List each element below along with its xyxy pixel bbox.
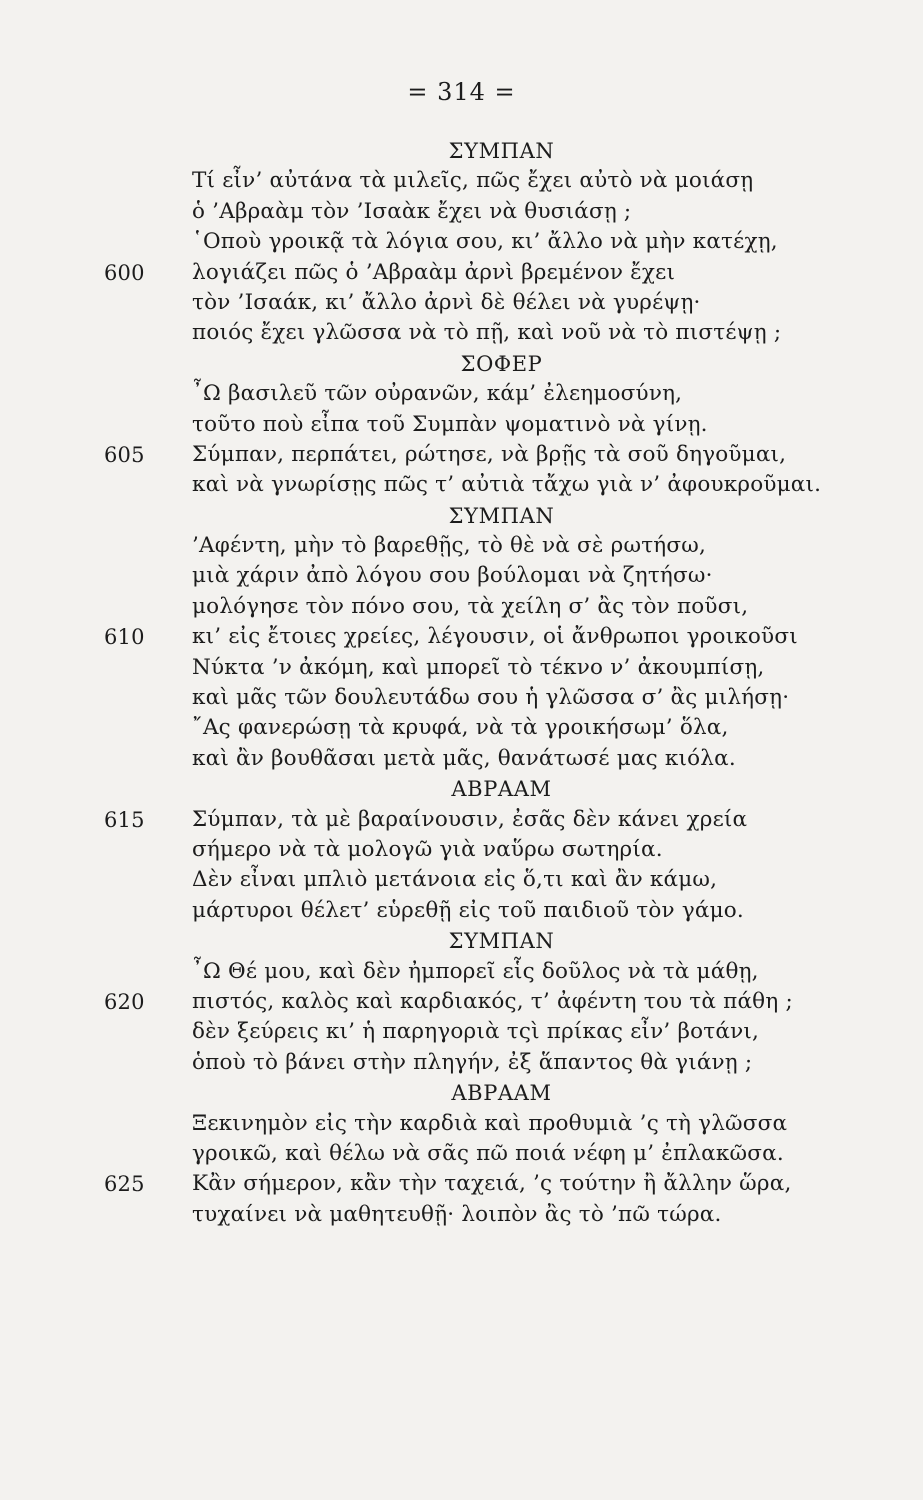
speaker-heading bbox=[0, 349, 923, 379]
verse-line bbox=[0, 166, 923, 196]
verse-line bbox=[0, 805, 923, 835]
line-number: 610 bbox=[104, 625, 145, 650]
verse-line bbox=[0, 835, 923, 865]
verse-text: καὶ νὰ γνωρίσῃς πῶς τ’ αὐτιὰ τἄχω γιὰ ν’ ἀφουκροῦμαι. bbox=[192, 472, 822, 498]
verse-line bbox=[0, 470, 923, 500]
verse-text: Δὲν εἶναι μπλιὸ μετάνοια εἰς ὅ,τι καὶ ἂν κάμω, bbox=[192, 867, 718, 893]
verse-line bbox=[0, 1109, 923, 1139]
verse-line bbox=[0, 653, 923, 683]
line-number: 625 bbox=[104, 1172, 145, 1197]
verse-line bbox=[0, 318, 923, 348]
verse-line bbox=[0, 987, 923, 1017]
verse-text: μιὰ χάριν ἀπὸ λόγου σου βούλομαι νὰ ζητήσω· bbox=[192, 563, 713, 589]
speaker-name: ΣΥΜΠΑΝ bbox=[448, 503, 555, 528]
speaker-name: ΑΒΡΑΑΜ bbox=[451, 777, 552, 802]
page-number: = 314 = bbox=[407, 78, 516, 106]
verse-line bbox=[0, 622, 923, 652]
verse-line bbox=[0, 258, 923, 288]
poem-text bbox=[0, 136, 923, 1230]
line-number: 605 bbox=[104, 442, 145, 467]
speaker-heading bbox=[0, 501, 923, 531]
verse-line bbox=[0, 1017, 923, 1047]
verse-text: Κἂν σήμερον, κἂν τὴν ταχειά, ’ς τούτην ἢ ἄλλην ὥρα, bbox=[192, 1171, 792, 1197]
verse-text: τυχαίνει νὰ μαθητευθῇ· λοιπὸν ἂς τὸ ’πῶ τώρα. bbox=[192, 1201, 722, 1227]
speaker-heading bbox=[0, 1078, 923, 1108]
verse-text: Σύμπαν, τὰ μὲ βαραίνουσιν, ἐσᾶς δὲν κάνει χρεία bbox=[192, 806, 748, 832]
verse-text: καὶ ἂν βουθᾶσαι μετὰ μᾶς, θανάτωσέ μας κιόλα. bbox=[192, 745, 736, 771]
verse-line bbox=[0, 197, 923, 227]
verse-text: Τί εἶν’ αὐτάνα τὰ μιλεῖς, πῶς ἔχει αὐτὸ νὰ μοιάσῃ bbox=[192, 168, 754, 194]
verse-text: ποιός ἔχει γλῶσσα νὰ τὸ πῇ, καὶ νοῦ νὰ τὸ πιστέψῃ ; bbox=[192, 320, 782, 346]
verse-line bbox=[0, 379, 923, 409]
verse-text: ὁποὺ τὸ βάνει στὴν πληγήν, ἐξ ἅπαντος θὰ γιάνῃ ; bbox=[192, 1049, 753, 1075]
verse-text: ’Αφέντη, μὴν τὸ βαρεθῇς, τὸ θὲ νὰ σὲ ρωτήσω, bbox=[192, 533, 707, 559]
speaker-name: ΣΥΜΠΑΝ bbox=[448, 139, 555, 163]
verse-text: ὁ ’Αβραὰμ τὸν ’Ισαὰκ ἔχει νὰ θυσιάσῃ ; bbox=[192, 198, 632, 224]
verse-line bbox=[0, 957, 923, 987]
verse-line bbox=[0, 896, 923, 926]
verse-text: τὸν ’Ισαάκ, κι’ ἄλλο ἀρνὶ δὲ θέλει νὰ γυρέψῃ· bbox=[192, 289, 701, 315]
verse-text: κι’ εἰς ἔτοιες χρείες, λέγουσιν, οἱ ἄνθρωποι γροικοῦσι bbox=[192, 624, 798, 650]
verse-line bbox=[0, 1169, 923, 1199]
line-number: 620 bbox=[104, 989, 145, 1014]
verse-line bbox=[0, 410, 923, 440]
verse-text: λογιάζει πῶς ὁ ’Αβραὰμ ἀρνὶ βρεμένον ἔχει bbox=[192, 259, 676, 285]
verse-text: ῏Ω βασιλεῦ τῶν οὐρανῶν, κάμ’ ἐλεημοσύνη, bbox=[192, 381, 683, 407]
verse-text: ῏Ω Θέ μου, καὶ δὲν ἠμπορεῖ εἷς δοῦλος νὰ τὰ μάθῃ, bbox=[192, 958, 759, 984]
verse-line bbox=[0, 440, 923, 470]
verse-line bbox=[0, 592, 923, 622]
verse-text: μάρτυροι θέλετ’ εὑρεθῇ εἰς τοῦ παιδιοῦ τὸν γάμο. bbox=[192, 897, 744, 923]
verse-line bbox=[0, 1139, 923, 1169]
verse-line bbox=[0, 288, 923, 318]
speaker-heading bbox=[0, 136, 923, 166]
verse-text: δὲν ξεύρεις κι’ ἡ παρηγοριὰ τςὶ πρίκας εἶν’ βοτάνι, bbox=[192, 1019, 760, 1045]
verse-line bbox=[0, 531, 923, 561]
verse-text: Σύμπαν, περπάτει, ρώτησε, νὰ βρῇς τὰ σοῦ δηγοῦμαι, bbox=[192, 441, 787, 467]
verse-line bbox=[0, 683, 923, 713]
line-number: 615 bbox=[104, 807, 145, 832]
speaker-name: ΑΒΡΑΑΜ bbox=[451, 1081, 552, 1106]
verse-line bbox=[0, 1200, 923, 1230]
line-number: 600 bbox=[104, 260, 145, 285]
speaker-heading bbox=[0, 926, 923, 956]
speaker-name: ΣΟΦΕΡ bbox=[460, 351, 543, 376]
verse-text: γροικῶ, καὶ θέλω νὰ σᾶς πῶ ποιά νέφη μ’ ἐπλακῶσα. bbox=[192, 1140, 784, 1166]
verse-text: ῾Οποὺ γροικᾷ τὰ λόγια σου, κι’ ἄλλο νὰ μὴν κατέχῃ, bbox=[192, 229, 778, 255]
verse-line bbox=[0, 561, 923, 591]
verse-text: ῎Ας φανερώσῃ τὰ κρυφά, νὰ τὰ γροικήσωμ’ ὅλα, bbox=[192, 715, 729, 741]
verse-line bbox=[0, 227, 923, 257]
speaker-heading bbox=[0, 774, 923, 804]
verse-text: μολόγησε τὸν πόνο σου, τὰ χείλη σ’ ἂς τὸν ποῦσι, bbox=[192, 593, 749, 619]
verse-text: σήμερο νὰ τὰ μολογῶ γιὰ ναὕρω σωτηρία. bbox=[192, 836, 663, 862]
verse-line bbox=[0, 713, 923, 743]
verse-text: καὶ μᾶς τῶν δουλευτάδω σου ἡ γλῶσσα σ’ ἂς μιλήσῃ· bbox=[192, 685, 790, 711]
verse-text: πιστός, καλὸς καὶ καρδιακός, τ’ ἀφέντη του τὰ πάθη ; bbox=[192, 988, 793, 1014]
verse-text: τοῦτο ποὺ εἶπα τοῦ Συμπὰν ψοματινὸ νὰ γίνῃ. bbox=[192, 411, 708, 437]
verse-line bbox=[0, 865, 923, 895]
speaker-name: ΣΥΜΠΑΝ bbox=[448, 929, 555, 954]
verse-text: Νύκτα ’ν ἀκόμη, καὶ μπορεῖ τὸ τέκνο ν’ ἀκουμπίσῃ, bbox=[192, 654, 765, 680]
verse-line bbox=[0, 1048, 923, 1078]
verse-text: Ξεκινημὸν εἰς τὴν καρδιὰ καὶ προθυμιὰ ’ς τὴ γλῶσσα bbox=[192, 1110, 788, 1136]
verse-line bbox=[0, 744, 923, 774]
